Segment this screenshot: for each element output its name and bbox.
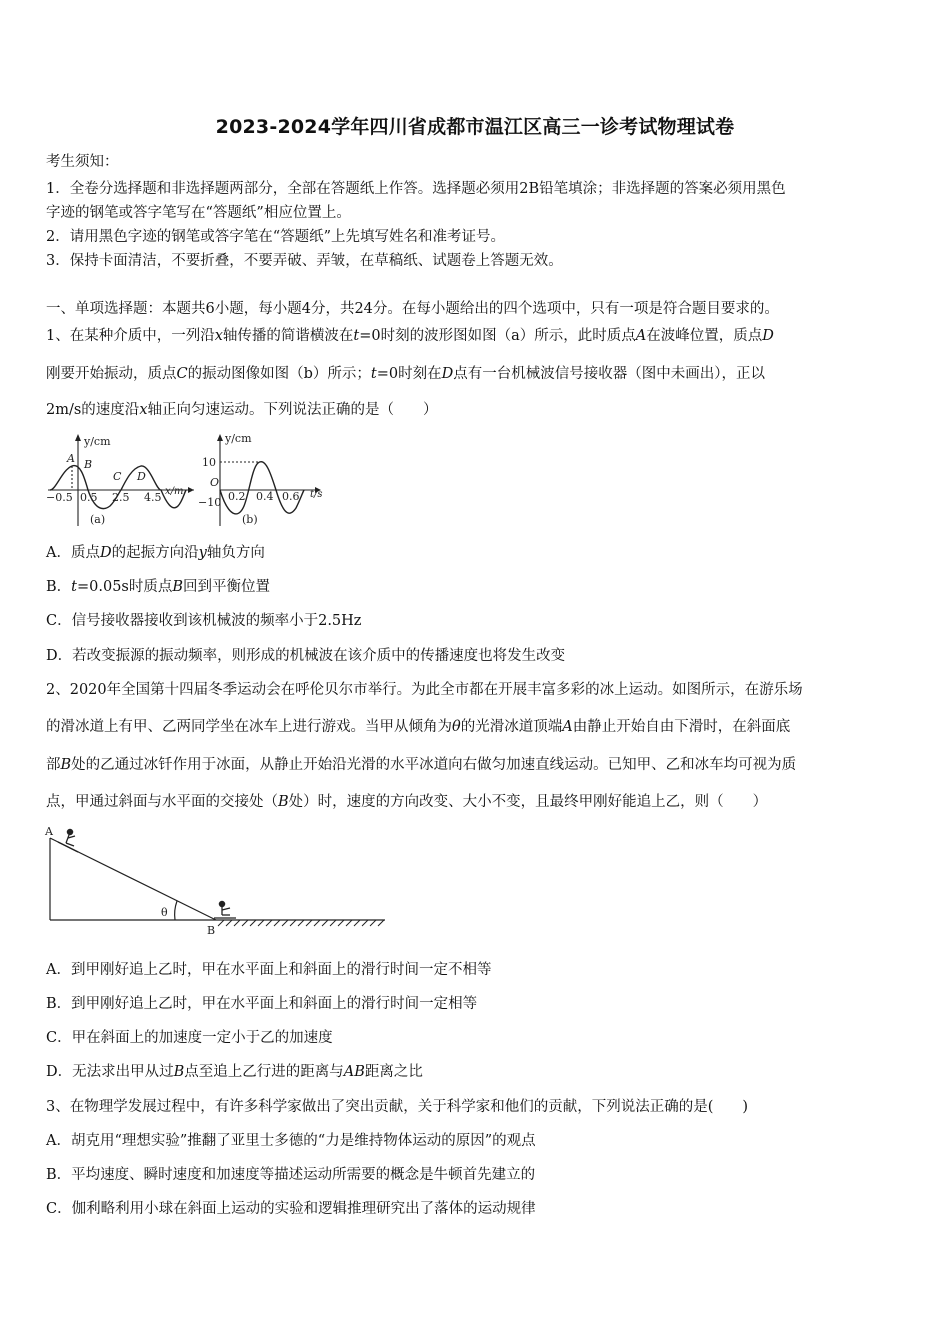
tick-label: 0.4 <box>256 490 274 503</box>
notice-heading: 考生须知： <box>46 154 119 170</box>
page-title: 2023-2024学年四川省成都市温江区高三一诊考试物理试卷 <box>215 116 735 138</box>
tick-label: 0.5 <box>80 491 98 504</box>
tick-label: −0.5 <box>46 491 73 504</box>
point-label-c: C <box>113 470 122 483</box>
q2-stem-line: 2、2020年全国第十四届冬季运动会在呼伦贝尔市举行。为此全市都在开展丰富多彩的冰上运动。如图所示，在游乐场 <box>46 682 803 698</box>
point-label-b: B <box>207 924 216 937</box>
sled-person-b-icon <box>214 901 236 918</box>
point-label-d: D <box>137 470 146 483</box>
y-axis-arrow <box>217 434 223 441</box>
q2-option-a: A．到甲刚好追上乙时，甲在水平面上和斜面上的滑行时间一定不相等 <box>46 962 492 978</box>
notice-item: 3．保持卡面清洁，不要折叠，不要弄破、弄皱，在草稿纸、试题卷上答题无效。 <box>46 253 563 269</box>
tick-label: 10 <box>202 456 216 469</box>
figure-caption: (b) <box>242 513 258 526</box>
axis-label-y: y/cm <box>84 435 111 448</box>
axis-label-y: y/cm <box>225 432 252 445</box>
q3-option-b: B．平均速度、瞬时速度和加速度等描述运动所需要的概念是牛顿首先建立的 <box>46 1167 536 1183</box>
q1-option-a: A．质点D的起振方向沿y轴负方向 <box>46 545 265 561</box>
q2-stem-line: 的滑冰道上有甲、乙两同学坐在冰车上进行游戏。当甲从倾角为θ的光滑冰道顶端A由静止开始自由下滑时，在斜面底 <box>46 719 791 735</box>
q1-option-d: D．若改变振源的振动频率，则形成的机械波在该介质中的传播速度也将发生改变 <box>46 648 566 664</box>
notice-item: 字迹的钢笔或答字笔写在“答题纸”相应位置上。 <box>46 205 351 221</box>
tick-label: 4.5 <box>144 491 162 504</box>
q2-stem-line: 部B处的乙通过冰钎作用于冰面，从静止开始沿光滑的水平冰道向右做匀加速直线运动。已知甲、乙和冰车均可视为质 <box>46 757 797 773</box>
y-axis-arrow <box>75 434 81 441</box>
x-axis-arrow <box>188 487 194 493</box>
q2-option-d: D．无法求出甲从过B点至追上乙行进的距离与AB距离之比 <box>46 1064 423 1080</box>
tick-label: 0.2 <box>228 490 246 503</box>
q2-option-c: C．甲在斜面上的加速度一定小于乙的加速度 <box>46 1030 333 1046</box>
notice-item: 2．请用黑色字迹的钢笔或答字笔在“答题纸”上先填写姓名和准考证号。 <box>46 229 506 245</box>
q2-incline-figure <box>40 822 390 940</box>
q1-stem-line: 2m/s的速度沿x轴正向匀速运动。下列说法正确的是（ ） <box>46 402 438 418</box>
oscillation-curve <box>220 462 304 514</box>
section-heading: 一、单项选择题：本题共6小题，每小题4分，共24分。在每小题给出的四个选项中，只有一项是符合题目要求的。 <box>46 301 779 317</box>
q1-stem-line: 1、在某种介质中，一列沿x轴传播的简谐横波在t=0时刻的波形图如图（a）所示，此时质点A在波峰位置，质点D <box>46 328 774 344</box>
point-label-b: B <box>84 458 93 471</box>
q2-stem-line: 点，甲通过斜面与水平面的交接处（B处）时，速度的方向改变、大小不变，且最终甲刚好能追上乙，则（ ） <box>46 794 768 810</box>
tick-label: −10 <box>198 496 222 509</box>
notice-item: 1．全卷分选择题和非选择题两部分，全部在答题纸上作答。选择题必须用2B铅笔填涂；非选择题的答案必须用黑色 <box>46 181 786 197</box>
axis-label-t: t/s <box>310 489 323 500</box>
sled-person-a-icon <box>58 829 78 852</box>
angle-arc <box>175 901 177 920</box>
ground-hatching <box>218 920 384 926</box>
q3-stem: 3、在物理学发展过程中，有许多科学家做出了突出贡献，关于科学家和他们的贡献，下列说法正确的是( ) <box>46 1099 749 1115</box>
figure-b <box>217 434 321 526</box>
point-label-a: A <box>67 452 75 465</box>
point-label-a: A <box>45 825 53 838</box>
q1-wave-figures <box>44 428 334 532</box>
q3-option-c: C．伽利略利用小球在斜面上运动的实验和逻辑推理研究出了落体的运动规律 <box>46 1201 536 1217</box>
q1-option-c: C．信号接收器接收到该机械波的频率小于2.5Hz <box>46 613 362 629</box>
angle-label: θ <box>161 906 168 919</box>
tick-label: 0.6 <box>282 490 300 503</box>
origin-label: O <box>210 476 220 489</box>
figure-caption: (a) <box>90 513 106 526</box>
q1-stem-line: 刚要开始振动，质点C的振动图像如图（b）所示；t=0时刻在D点有一台机械波信号接收器（图中未画出），正以 <box>46 366 765 382</box>
q1-option-b: B．t=0.05s时质点B回到平衡位置 <box>46 579 271 595</box>
q2-option-b: B．到甲刚好追上乙时，甲在水平面上和斜面上的滑行时间一定相等 <box>46 996 478 1012</box>
axis-label-x: x/m <box>165 486 184 497</box>
q3-option-a: A．胡克用“理想实验”推翻了亚里士多德的“力是维持物体运动的原因”的观点 <box>46 1133 536 1149</box>
tick-label: 2.5 <box>112 491 130 504</box>
